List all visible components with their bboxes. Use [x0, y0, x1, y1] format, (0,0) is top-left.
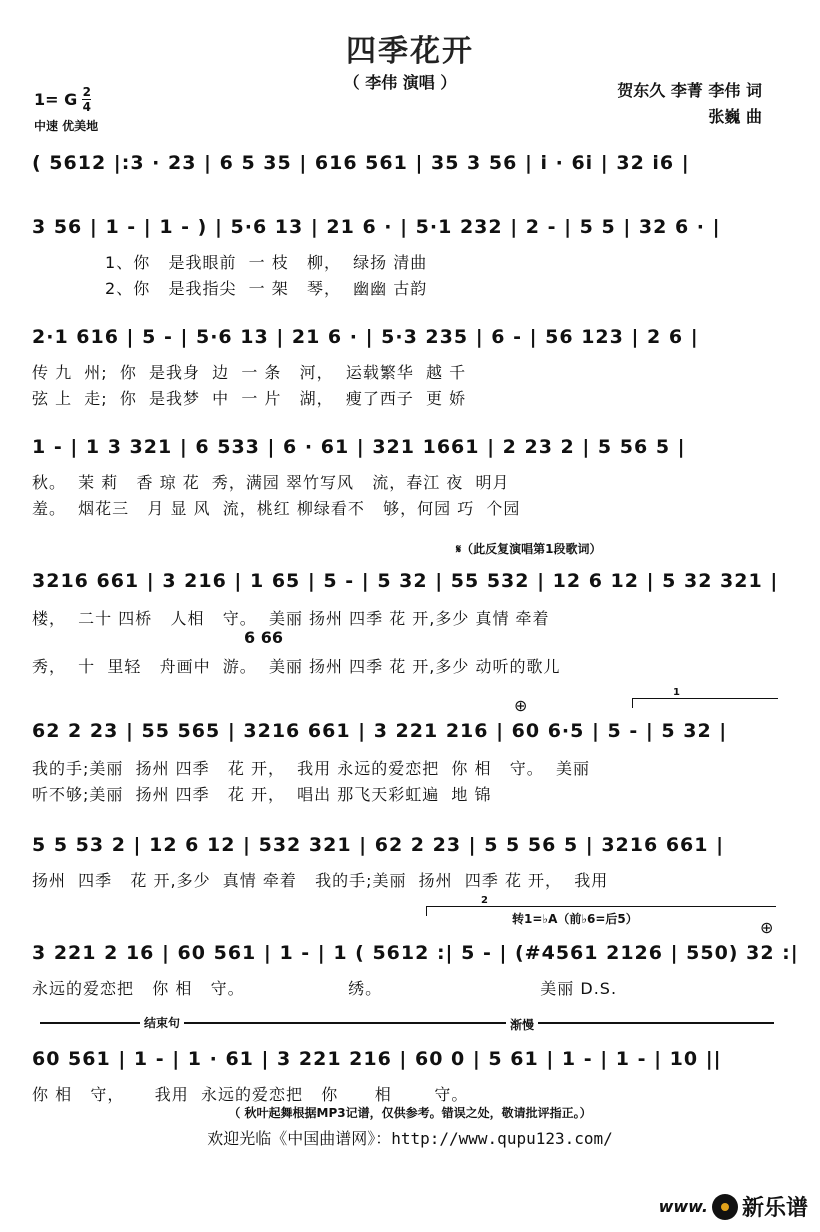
notation-line: ( 5612 |:3 · 23 | 6 5 35 | 616 561 | 35 3 56 | i · 6i | 32 i6 |: [32, 152, 690, 174]
singer-credit: （ 李伟 演唱 ）: [343, 73, 457, 92]
ending-label: 结束句: [140, 1014, 184, 1031]
lyrics-verse-2: 听不够;美丽 扬州 四季 花 开， 唱出 那飞天彩虹遍 地 锦: [32, 785, 492, 804]
watermark-logo: [659, 1191, 808, 1222]
lyrics-verse-1: 秋。 茉 莉 香 琼 花 秀，满园 翠竹写风 流，春江 夜 明月: [32, 473, 510, 492]
lyrics-verse-1: 1、你 是我眼前 一 枝 柳， 绿扬 清曲: [32, 253, 428, 272]
coda-icon: ⊕: [514, 696, 528, 715]
segno-icon: 𝄋: [456, 542, 462, 556]
lyrics-verse-1: 永远的爱恋把 你 相 守。 绣。 美丽 D.S.: [32, 979, 618, 998]
lyrics-verse-1: 你 相 守， 我用 永远的爱恋把 你 相 守。: [32, 1085, 469, 1104]
lyricist-credit: 贺东久 李菁 李伟 词: [617, 81, 762, 100]
credits: [617, 78, 762, 130]
watermark-url: www.: [658, 1197, 708, 1216]
tempo-marking: 中速 优美地: [34, 119, 99, 133]
lyrics-verse-1: 楼， 二十 四桥 人相 守。 美丽 扬州 四季 花 开,多少 真情 牵着: [32, 609, 550, 628]
record-disc-icon: [712, 1194, 738, 1220]
volta-bracket-1: 1: [632, 698, 778, 708]
notation-line: 3216 661 | 3 216 | 1 65 | 5 - | 5 32 | 55 532 | 12 6 12 | 5 32 321 |: [32, 570, 779, 592]
website-link[interactable]: 欢迎光临《中国曲谱网》：http://www.qupu123.com/: [207, 1129, 613, 1148]
key-signature: [34, 86, 91, 113]
notation-line: 3 221 2 16 | 60 561 | 1 - | 1 ( 5612 :| 5 - | (#4561 2126 | 550) 32 :|: [32, 942, 799, 964]
composer-credit: 张巍 曲: [708, 107, 762, 126]
coda-icon: ⊕: [760, 918, 774, 937]
notation-line: 60 561 | 1 - | 1 · 61 | 3 221 216 | 60 0 | 5 61 | 1 - | 1 - | 10 ||: [32, 1048, 722, 1070]
repeat-instruction: 𝄋（此反复演唱第1段歌词）: [456, 542, 602, 556]
notation-line: 5 5 53 2 | 12 6 12 | 532 321 | 62 2 23 | 5 5 56 5 | 3216 661 |: [32, 834, 725, 856]
slowing-label: 渐慢: [506, 1016, 538, 1033]
lyrics-verse-2: 2、你 是我指尖 一 架 琴， 幽幽 古韵: [32, 279, 428, 298]
lyrics-verse-1: 扬州 四季 花 开,多少 真情 牵着 我的手;美丽 扬州 四季 花 开， 我用: [32, 871, 609, 890]
notation-line: 2·1 616 | 5 - | 5·6 13 | 21 6 · | 5·3 235 | 6 - | 56 123 | 2 6 |: [32, 326, 699, 348]
time-top: 2: [82, 85, 91, 99]
notation-line: 1 - | 1 3 321 | 6 533 | 6 · 61 | 321 1661 | 2 23 2 | 5 56 5 |: [32, 436, 686, 458]
lyrics-verse-1: 传 九 州; 你 是我身 边 一 条 河， 运载繁华 越 千: [32, 363, 467, 382]
time-bottom: 4: [82, 100, 91, 114]
watermark-brand: 新乐谱: [741, 1196, 808, 1221]
alternate-notes: 6 66: [244, 628, 283, 647]
lyrics-verse-2: 羞。 烟花三 月 显 风 流，桃红 柳绿看不 够，何园 巧 个园: [32, 499, 521, 518]
notation-line: 62 2 23 | 55 565 | 3216 661 | 3 221 216 | 60 6·5 | 5 - | 5 32 |: [32, 720, 728, 742]
lyrics-verse-2: 秀， 十 里轻 舟画中 游。 美丽 扬州 四季 花 开,多少 动听的歌儿: [32, 657, 561, 676]
key-label: 1= G: [34, 90, 78, 109]
lyrics-verse-2: 弦 上 走; 你 是我梦 中 一 片 湖， 瘦了西子 更 娇: [32, 389, 467, 408]
song-title: 四季花开: [346, 34, 474, 69]
time-signature: [82, 86, 91, 113]
modulation-marking: 转1=♭A（前♭6=后5）: [512, 912, 638, 926]
transcription-note: （ 秋叶起舞根据MP3记谱，仅供参考。错误之处，敬请批评指正。）: [228, 1106, 592, 1120]
lyrics-verse-1: 我的手;美丽 扬州 四季 花 开， 我用 永远的爱恋把 你 相 守。 美丽: [32, 759, 590, 778]
volta-bracket-2: 2: [426, 906, 776, 916]
notation-line: 3 56 | 1 - | 1 - ) | 5·6 13 | 21 6 · | 5·1 232 | 2 - | 5 5 | 32 6 · |: [32, 216, 721, 238]
